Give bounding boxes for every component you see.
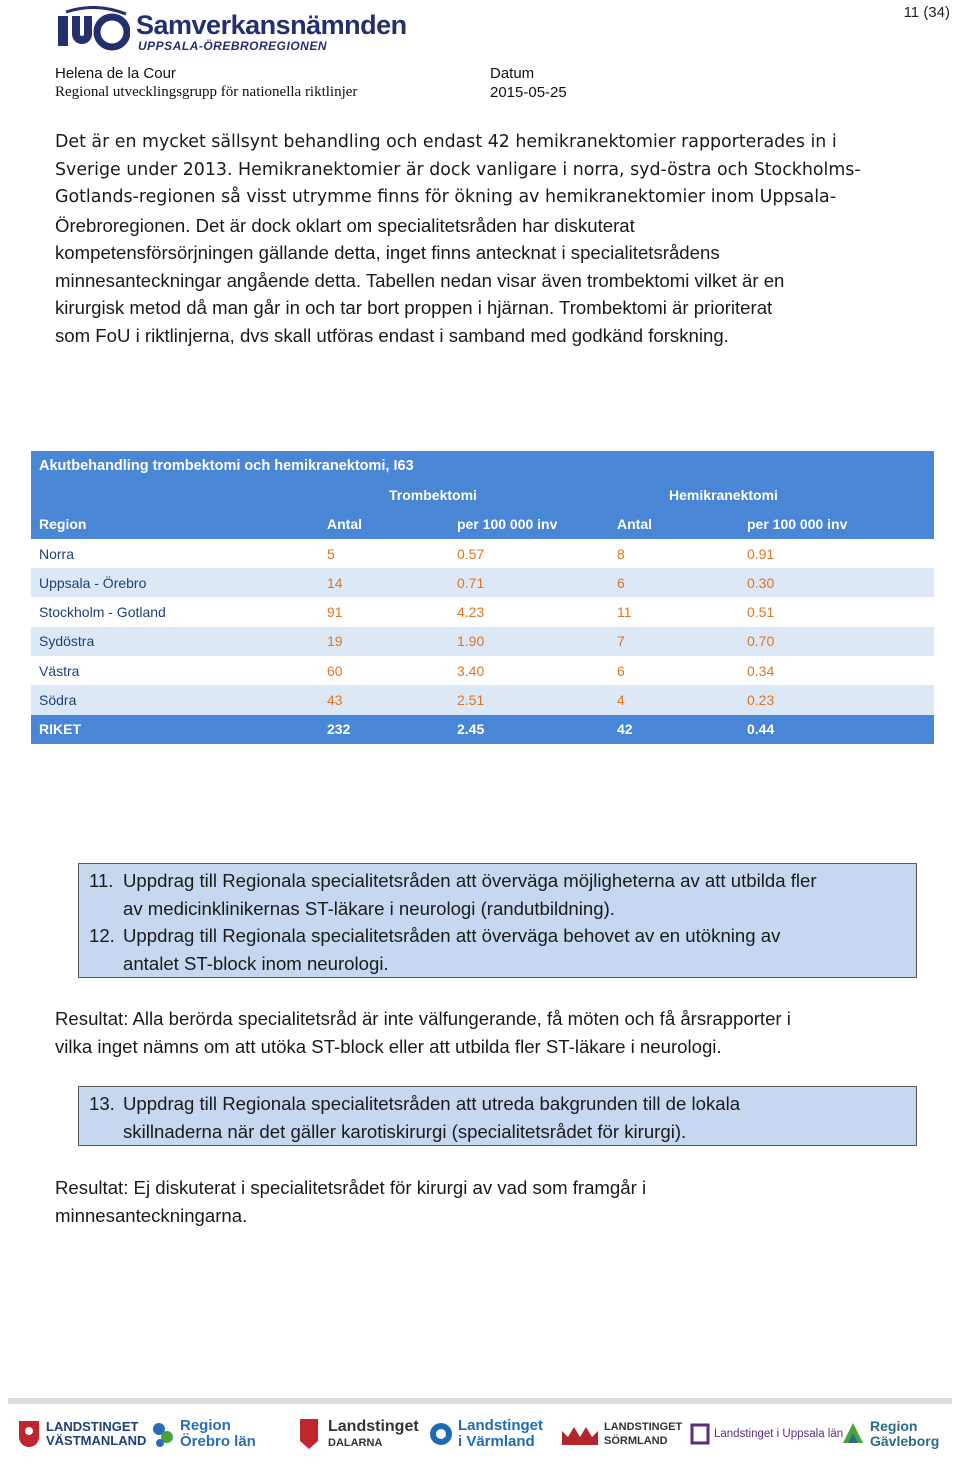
table-row xyxy=(31,656,934,685)
date-label: Datum xyxy=(490,65,535,82)
text-line: kompetensförsörjningen gällande detta, inget finns antecknat i specialitetsrådens xyxy=(55,242,720,263)
logo-line: Region xyxy=(180,1417,231,1434)
logo-subtitle: UPPSALA-ÖREBROREGIONEN xyxy=(138,39,328,53)
group-header-hemikranektomi: Hemikranektomi xyxy=(609,480,934,509)
value-cell: 6 xyxy=(609,568,739,597)
region-cell: Norra xyxy=(31,539,319,568)
value-cell: 2.51 xyxy=(449,685,609,714)
value-cell: 0.51 xyxy=(739,597,934,626)
text-line: Uppdrag till Regionala specialitetsråden att överväga behovet av en utökning av xyxy=(123,925,781,946)
text-line: vilka inget nämns om att utöka ST-block eller att utbilda fler ST-läkare i neurologi. xyxy=(55,1035,722,1057)
value-cell: 43 xyxy=(319,685,449,714)
value-cell: 60 xyxy=(319,656,449,685)
intro-paragraph xyxy=(55,129,915,349)
result-paragraph xyxy=(55,1005,915,1060)
value-cell: 19 xyxy=(319,627,449,656)
text-line: Gotlands-regionen så visst utrymme finns för ökning av hemikranektomier inom Uppsala- xyxy=(55,187,836,207)
logo-line: Region xyxy=(870,1418,918,1434)
footer-logo-orebro xyxy=(150,1410,256,1458)
footer-logo-uppsala xyxy=(690,1410,843,1458)
logo-line: Gävleborg xyxy=(870,1433,940,1449)
text-line: Örebroregionen. Det är dock oklart om specialitetsråden har diskuterat xyxy=(55,214,635,236)
value-cell: 1.90 xyxy=(449,627,609,656)
value-cell: 0.70 xyxy=(739,627,934,656)
item-number: 13. xyxy=(89,1093,115,1114)
value-cell: 0.91 xyxy=(739,539,934,568)
logo-name: Samverkansnämnden xyxy=(136,10,407,40)
value-cell: 0.30 xyxy=(739,568,934,597)
text-line: som FoU i riktlinjerna, dvs skall utföras endast i samband med godkänd forskning. xyxy=(55,324,729,346)
result-paragraph xyxy=(55,1174,915,1229)
text-line: Resultat: Alla berörda specialitetsråd är inte välfungerande, få möten och få årsrapporter i xyxy=(55,1008,791,1029)
region-cell: RIKET xyxy=(31,715,319,744)
logo-line: Landstinget i Uppsala län xyxy=(714,1428,844,1440)
table-title: Akutbehandling trombektomi och hemikranektomi, I63 xyxy=(31,451,934,480)
region-cell: Västra xyxy=(31,656,319,685)
value-cell: 0.34 xyxy=(739,656,934,685)
table-row xyxy=(31,539,934,568)
text-line: Uppdrag till Regionala specialitetsråden att överväga möjligheterna av att utbilda fler xyxy=(123,870,817,891)
text-line: Det är en mycket sällsynt behandling och endast 42 hemikranektomier rapporterades in i xyxy=(55,132,837,152)
author-name: Helena de la Cour xyxy=(55,65,176,82)
value-cell: 42 xyxy=(609,715,739,744)
text-line: skillnaderna när det gäller karotiskirurgi (specialitetsrådet för kirurgi). xyxy=(123,1120,687,1142)
footer-logo-vastmanland xyxy=(16,1410,146,1458)
value-cell: 14 xyxy=(319,568,449,597)
text-line: Resultat: Ej diskuterat i specialitetsrådet för kirurgi av vad som framgår i xyxy=(55,1177,647,1198)
gavleborg-emblem-icon xyxy=(840,1417,866,1451)
value-cell: 7 xyxy=(609,627,739,656)
logo-line: Örebro län xyxy=(180,1433,256,1450)
column-header: per 100 000 inv xyxy=(449,510,609,539)
text-line: av medicinklinikernas ST-läkare i neurologi (randutbildning). xyxy=(123,897,615,919)
table-total-row xyxy=(31,715,934,744)
value-cell: 8 xyxy=(609,539,739,568)
region-cell: Södra xyxy=(31,685,319,714)
samverkansnamnden-logo xyxy=(56,6,407,56)
text-line: Uppdrag till Regionala specialitetsråden att utreda bakgrunden till de lokala xyxy=(123,1093,741,1114)
varmland-emblem-icon xyxy=(428,1417,454,1451)
dalarna-emblem-icon xyxy=(298,1417,324,1451)
assignment-box-11-12 xyxy=(78,863,917,978)
group-name: Regional utvecklingsgrupp för nationella riktlinjer xyxy=(55,84,358,100)
value-cell: 0.23 xyxy=(739,685,934,714)
column-header: Region xyxy=(31,510,319,539)
column-header: Antal xyxy=(609,510,739,539)
region-cell: Stockholm - Gotland xyxy=(31,597,319,626)
text-line: minnesanteckningarna. xyxy=(55,1204,248,1226)
footer-logo-dalarna xyxy=(298,1410,419,1458)
logo-line: SÖRMLAND xyxy=(604,1435,668,1447)
value-cell: 5 xyxy=(319,539,449,568)
text-line: kirurgisk metod då man går in och tar bort proppen i hjärnan. Trombektomi är prioriterat xyxy=(55,297,773,318)
footer-rule xyxy=(8,1398,952,1404)
assignment-box-13 xyxy=(78,1086,917,1146)
treatment-table xyxy=(31,451,934,744)
footer-logo-gavleborg xyxy=(840,1410,939,1458)
table-row xyxy=(31,685,934,714)
column-header: per 100 000 inv xyxy=(739,510,934,539)
value-cell: 3.40 xyxy=(449,656,609,685)
column-header: Antal xyxy=(319,510,449,539)
value-cell: 0.57 xyxy=(449,539,609,568)
item-number: 12. xyxy=(89,925,115,946)
logo-line: VÄSTMANLAND xyxy=(46,1433,147,1448)
value-cell: 6 xyxy=(609,656,739,685)
value-cell: 0.44 xyxy=(739,715,934,744)
value-cell: 0.71 xyxy=(449,568,609,597)
footer-logo-sormland xyxy=(560,1410,682,1458)
logo-line: LANDSTINGET xyxy=(46,1419,139,1434)
table-row xyxy=(31,627,934,656)
page-number: 11 (34) xyxy=(903,4,950,21)
sormland-emblem-icon xyxy=(560,1417,600,1451)
date-value: 2015-05-25 xyxy=(490,84,567,101)
logo-mark-icon xyxy=(56,6,130,52)
uppsala-emblem-icon xyxy=(690,1417,710,1451)
text-line: Sverige under 2013. Hemikranektomier är dock vanligare i norra, syd-östra och Stockholms- xyxy=(55,159,861,180)
value-cell: 4.23 xyxy=(449,597,609,626)
logo-line: Landstinget xyxy=(458,1417,543,1434)
value-cell: 11 xyxy=(609,597,739,626)
table-row xyxy=(31,568,934,597)
item-number: 11. xyxy=(89,870,114,891)
value-cell: 91 xyxy=(319,597,449,626)
orebro-emblem-icon xyxy=(150,1417,176,1451)
table-row xyxy=(31,597,934,626)
value-cell: 2.45 xyxy=(449,715,609,744)
logo-line: DALARNA xyxy=(328,1437,383,1449)
region-cell: Sydöstra xyxy=(31,627,319,656)
logo-line: Landstinget xyxy=(328,1418,419,1435)
logo-line: LANDSTINGET xyxy=(604,1421,683,1433)
value-cell: 4 xyxy=(609,685,739,714)
region-cell: Uppsala - Örebro xyxy=(31,568,319,597)
text-line: minnesanteckningar angående detta. Tabellen nedan visar även trombektomi vilket är en xyxy=(55,269,785,291)
vastmanland-emblem-icon xyxy=(16,1417,42,1451)
logo-line: i Värmland xyxy=(458,1433,535,1450)
value-cell: 232 xyxy=(319,715,449,744)
footer-logo-varmland xyxy=(428,1410,543,1458)
group-header-trombektomi: Trombektomi xyxy=(319,480,609,509)
text-line: antalet ST-block inom neurologi. xyxy=(123,952,389,974)
